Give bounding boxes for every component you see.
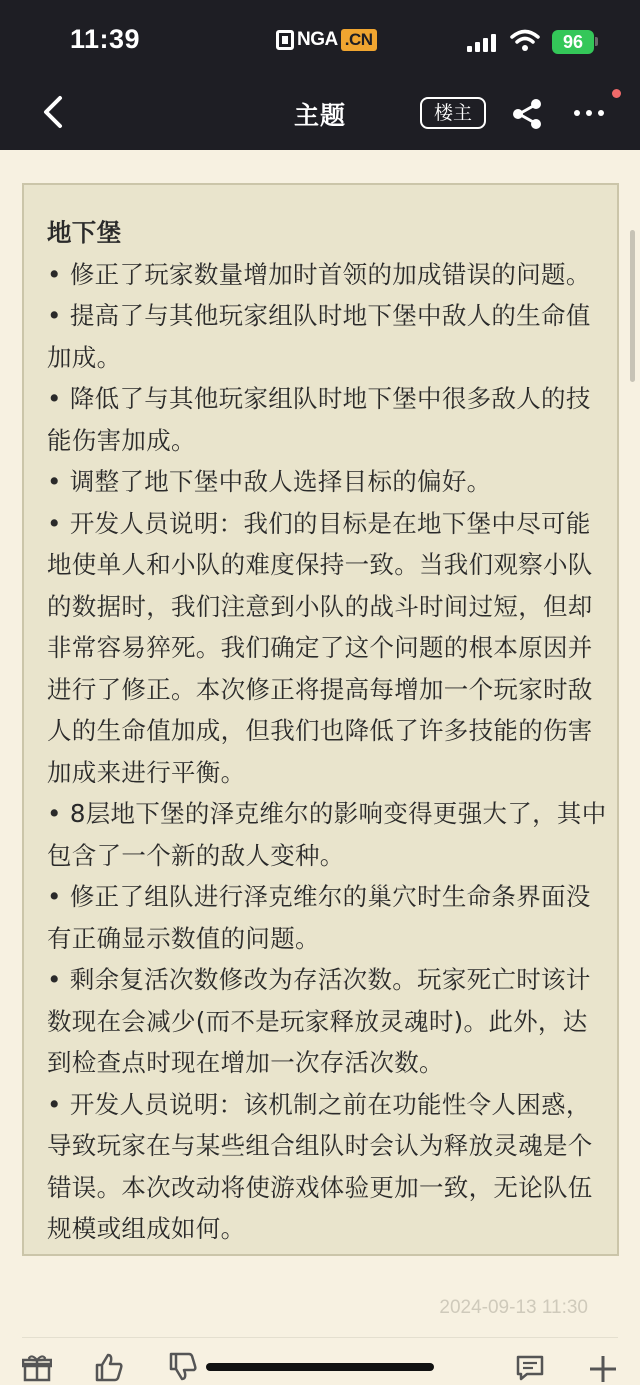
share-icon[interactable] [510, 98, 544, 130]
cellular-signal-icon [467, 34, 496, 52]
post-paragraph: • 修正了组队进行泽克维尔的巢穴时生命条界面没有正确显示数值的问题。 [47, 882, 591, 953]
post-content-card [22, 183, 619, 1256]
post-paragraph: • 开发人员说明：我们的目标是在地下堡中尽可能地使单人和小队的难度保持一致。当我们观察小队的数据时，我们注意到小队的战斗时间过短，但却非常容易猝死。我们确定了这个问题的根本原因并进行了修正。本次修正将提高每增加一个玩家时敌人的生命值加成，但我们也降低了许多技能的伤害加成来进行平衡。 [47, 508, 593, 787]
section-heading: 地下堡 [47, 218, 122, 247]
post-paragraph: • 开发人员说明：该机制之前在功能性令人困惑，导致玩家在与某些组合组队时会认为释放灵魂是个错误。本次改动将使游戏体验更加一致，无论队伍规模或组成如何。 [47, 1089, 593, 1243]
add-icon[interactable] [588, 1354, 618, 1384]
divider [22, 1337, 618, 1338]
post-paragraph: • 修正了玩家数量增加时首领的加成错误的问题。 [47, 259, 591, 289]
nga-logo [276, 28, 377, 52]
nga-logo-icon [276, 30, 294, 50]
gift-icon[interactable] [22, 1354, 52, 1382]
battery-icon: 96 [552, 30, 594, 54]
notification-dot [612, 89, 621, 98]
post-paragraph: • 剩余复活次数修改为存活次数。玩家死亡时该计数现在会减少(而不是玩家释放灵魂时)。此外，达到检查点时现在增加一次存活次数。 [47, 965, 591, 1077]
post-timestamp: 2024-09-13 11:30 [439, 1297, 588, 1318]
post-paragraph: • 提高了与其他玩家组队时地下堡中敌人的生命值加成。 [47, 301, 591, 372]
post-paragraph: • 8层地下堡的泽克维尔的影响变得更强大了，其中包含了一个新的敌人变种。 [47, 799, 607, 870]
like-icon[interactable] [94, 1352, 124, 1382]
home-indicator[interactable] [206, 1363, 434, 1371]
logo-suffix: .CN [341, 29, 377, 51]
status-time: 11:39 [70, 24, 141, 54]
scrollbar[interactable] [630, 230, 635, 382]
more-options-icon[interactable] [572, 100, 606, 126]
dislike-icon[interactable] [168, 1352, 198, 1382]
battery-tip [595, 37, 598, 46]
logo-text: NGA [297, 29, 338, 50]
top-bar [0, 0, 640, 150]
wifi-icon [510, 29, 540, 53]
comment-icon[interactable] [515, 1354, 545, 1382]
post-paragraph: • 降低了与其他玩家组队时地下堡中很多敌人的技能伤害加成。 [47, 384, 591, 455]
page-title: 主题 [293, 101, 346, 130]
louzhu-button[interactable]: 楼主 [420, 97, 486, 129]
post-content [47, 212, 607, 1250]
post-paragraph: • 调整了地下堡中敌人选择目标的偏好。 [47, 467, 492, 496]
